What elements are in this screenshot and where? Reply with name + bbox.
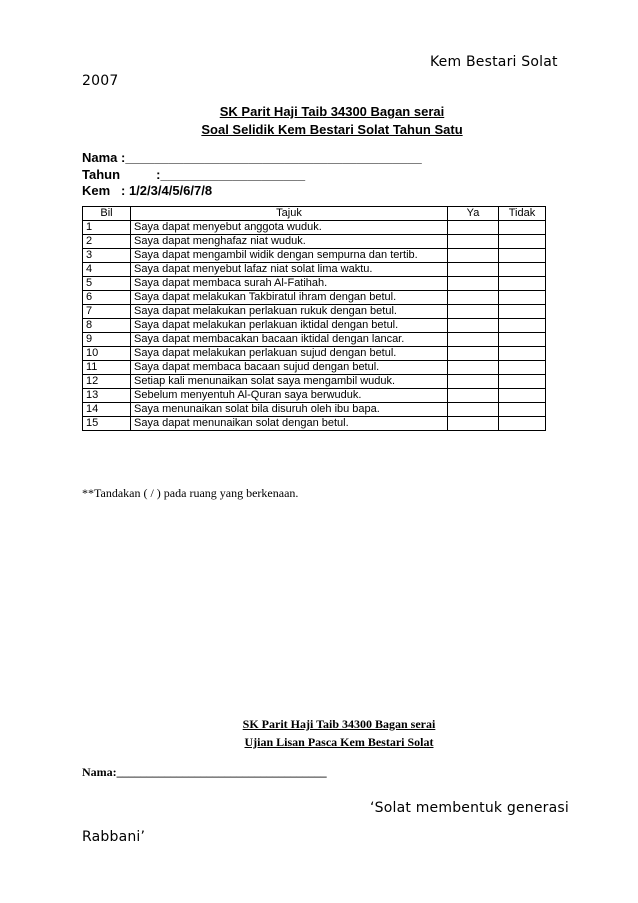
row-statement: Saya dapat mengambil widik dengan sempurna dan tertib. — [131, 249, 448, 263]
table-row — [83, 235, 546, 249]
school-name-heading-2: SK Parit Haji Taib 34300 Bagan serai — [242, 717, 436, 731]
table-row — [83, 263, 546, 277]
ya-checkbox-cell[interactable] — [448, 375, 499, 389]
year-field-line: Tahun :____________________ — [82, 167, 306, 182]
ya-checkbox-cell[interactable] — [448, 305, 499, 319]
row-statement: Saya dapat menghafaz niat wuduk. — [131, 235, 448, 249]
header-year: 2007 — [82, 73, 119, 89]
ya-checkbox-cell[interactable] — [448, 291, 499, 305]
tidak-checkbox-cell[interactable] — [499, 333, 546, 347]
table-row — [83, 291, 546, 305]
row-statement: Saya dapat menyebut anggota wuduk. — [131, 221, 448, 235]
table-row — [83, 417, 546, 431]
ya-checkbox-cell[interactable] — [448, 347, 499, 361]
row-number: 7 — [83, 305, 131, 319]
header-tidak: Tidak — [499, 207, 546, 221]
row-statement: Saya dapat melakukan perlakuan rukuk dengan betul. — [131, 305, 448, 319]
ya-checkbox-cell[interactable] — [448, 235, 499, 249]
table-row — [83, 277, 546, 291]
tidak-checkbox-cell[interactable] — [499, 291, 546, 305]
tidak-checkbox-cell[interactable] — [499, 305, 546, 319]
tidak-checkbox-cell[interactable] — [499, 403, 546, 417]
row-number: 9 — [83, 333, 131, 347]
row-number: 3 — [83, 249, 131, 263]
header-event-name: Kem Bestari Solat — [430, 54, 558, 70]
ya-checkbox-cell[interactable] — [448, 389, 499, 403]
tidak-checkbox-cell[interactable] — [499, 249, 546, 263]
row-statement: Saya menunaikan solat bila disuruh oleh ibu bapa. — [131, 403, 448, 417]
row-statement: Saya dapat melakukan perlakuan sujud dengan betul. — [131, 347, 448, 361]
table-row — [83, 403, 546, 417]
tidak-checkbox-cell[interactable] — [499, 319, 546, 333]
row-statement: Setiap kali menunaikan solat saya mengambil wuduk. — [131, 375, 448, 389]
tidak-checkbox-cell[interactable] — [499, 277, 546, 291]
tidak-checkbox-cell[interactable] — [499, 347, 546, 361]
survey-table — [82, 206, 546, 431]
survey-title: Soal Selidik Kem Bestari Solat Tahun Satu — [201, 122, 463, 137]
row-statement: Saya dapat membacakan bacaan iktidal dengan lancar. — [131, 333, 448, 347]
row-number: 8 — [83, 319, 131, 333]
name-field-line: Nama :_________________________________________ — [82, 150, 422, 165]
ya-checkbox-cell[interactable] — [448, 417, 499, 431]
table-row — [83, 319, 546, 333]
table-row — [83, 389, 546, 403]
ya-checkbox-cell[interactable] — [448, 403, 499, 417]
header-bil: Bil — [83, 207, 131, 221]
row-number: 4 — [83, 263, 131, 277]
tidak-checkbox-cell[interactable] — [499, 263, 546, 277]
ya-checkbox-cell[interactable] — [448, 249, 499, 263]
ya-checkbox-cell[interactable] — [448, 277, 499, 291]
tidak-checkbox-cell[interactable] — [499, 375, 546, 389]
row-number: 11 — [83, 361, 131, 375]
ya-checkbox-cell[interactable] — [448, 319, 499, 333]
table-row — [83, 221, 546, 235]
row-statement: Sebelum menyentuh Al-Quran saya berwuduk. — [131, 389, 448, 403]
table-row — [83, 333, 546, 347]
ya-checkbox-cell[interactable] — [448, 361, 499, 375]
instruction-note: **Tandakan ( / ) pada ruang yang berkenaan. — [82, 486, 299, 500]
row-number: 12 — [83, 375, 131, 389]
tidak-checkbox-cell[interactable] — [499, 389, 546, 403]
tidak-checkbox-cell[interactable] — [499, 221, 546, 235]
row-number: 13 — [83, 389, 131, 403]
table-row — [83, 249, 546, 263]
row-number: 14 — [83, 403, 131, 417]
motto-line-1: ‘Solat membentuk generasi — [370, 800, 569, 816]
ya-checkbox-cell[interactable] — [448, 333, 499, 347]
row-statement: Saya dapat membaca surah Al-Fatihah. — [131, 277, 448, 291]
name-field-line-2: Nama:___________________________________ — [82, 765, 327, 779]
table-row — [83, 361, 546, 375]
row-statement: Saya dapat membaca bacaan sujud dengan betul. — [131, 361, 448, 375]
row-number: 2 — [83, 235, 131, 249]
row-number: 10 — [83, 347, 131, 361]
motto-line-2: Rabbani’ — [82, 829, 146, 845]
tidak-checkbox-cell[interactable] — [499, 235, 546, 249]
ya-checkbox-cell[interactable] — [448, 221, 499, 235]
header-tajuk: Tajuk — [131, 207, 448, 221]
row-statement: Saya dapat melakukan Takbiratul ihram dengan betul. — [131, 291, 448, 305]
tidak-checkbox-cell[interactable] — [499, 361, 546, 375]
header-ya: Ya — [448, 207, 499, 221]
row-number: 5 — [83, 277, 131, 291]
table-row — [83, 375, 546, 389]
oral-test-title: Ujian Lisan Pasca Kem Bestari Solat — [244, 735, 434, 749]
camp-field-line: Kem : 1/2/3/4/5/6/7/8 — [82, 183, 213, 198]
tidak-checkbox-cell[interactable] — [499, 417, 546, 431]
row-statement: Saya dapat menunaikan solat dengan betul. — [131, 417, 448, 431]
table-row — [83, 347, 546, 361]
row-statement: Saya dapat menyebut lafaz niat solat lima waktu. — [131, 263, 448, 277]
row-statement: Saya dapat melakukan perlakuan iktidal dengan betul. — [131, 319, 448, 333]
row-number: 1 — [83, 221, 131, 235]
row-number: 15 — [83, 417, 131, 431]
row-number: 6 — [83, 291, 131, 305]
ya-checkbox-cell[interactable] — [448, 263, 499, 277]
table-header-row — [83, 207, 546, 221]
school-name-heading: SK Parit Haji Taib 34300 Bagan serai — [219, 104, 445, 119]
table-row — [83, 305, 546, 319]
